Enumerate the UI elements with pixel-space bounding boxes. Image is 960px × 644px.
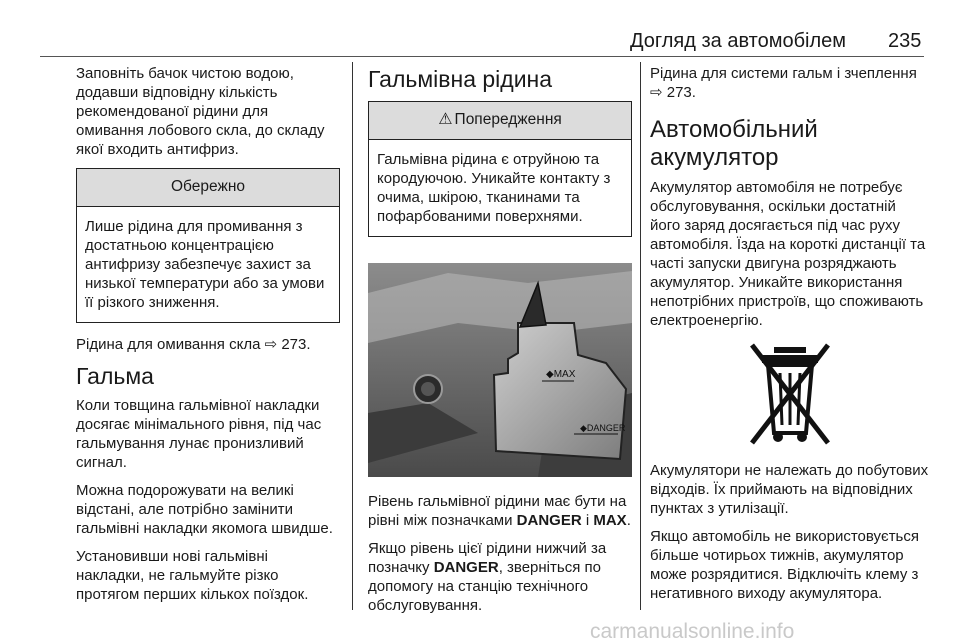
battery-paragraph-3: Якщо автомобіль не використовується більше чотирьох тижнів, акумулятор може розрядитися. Відключіть клему з негативного виходу акумулятора. [650, 528, 919, 602]
danger-term: DANGER [516, 512, 582, 529]
washer-fill-paragraph: Заповніть бачок чистою водою, додавши відповідну кількість рекомендованої рідини для омивання лобового скла, до складу якої входить антифриз. [76, 65, 325, 158]
danger-term-2: DANGER [433, 559, 499, 576]
level-and: і [581, 512, 594, 529]
level-text: Рівень гальмівної рідини має бути на рівні між позначками [368, 493, 627, 529]
brake-fluid-low-paragraph [368, 539, 632, 615]
middle-column [368, 64, 632, 624]
warning-box [368, 101, 632, 237]
battery-heading: Автомобільний акумулятор [650, 116, 818, 171]
max-mark-label: ◆MAX [546, 369, 576, 380]
brakes-paragraph-3: Установивши нові гальмівні накладки, не гальмуйте різко протягом перших кількох поїздок. [76, 548, 309, 603]
column-divider-2 [640, 62, 641, 610]
level-end: . [626, 512, 631, 529]
battery-paragraph-2: Акумулятори не належать до побутових відходів. Їх приймають на відповідних пунктах з утилізації. [650, 462, 929, 517]
warning-text: Гальмівна рідина є отруйною та кородуючою. Уникайте контакту з очима, шкірою, тканинами та пофарбованими поверхнями. [377, 151, 611, 225]
brakes-paragraph-2: Можна подорожувати на великі відстані, але потрібно замінити гальмівні накладки якомога швидше. [76, 482, 333, 537]
brake-clutch-fluid-reference: Рідина для системи гальм і зчеплення ⇨ 273. [650, 65, 917, 101]
caution-box [76, 168, 340, 323]
page-number: 235 [888, 30, 922, 52]
low-text-2: , зверніться по допомогу на станцію технічного обслуговування. [368, 559, 601, 614]
max-term: MAX [593, 512, 627, 529]
brakes-heading: Гальма [76, 363, 154, 389]
caution-text: Лише рідина для промивання з достатньою концентрацією антифризу забезпечує захист за низької температури або за умови її різкого зниження. [85, 218, 325, 311]
warning-title: Попередження [454, 111, 562, 128]
watermark-text: carmanualsonline.info [590, 620, 795, 643]
brake-fluid-reservoir-photo [368, 263, 632, 477]
brake-fluid-heading: Гальмівна рідина [368, 66, 553, 92]
brakes-paragraph-1: Коли товщина гальмівної накладки досягає мінімального рівня, під час гальмування лунає пронизливий сигнал. [76, 397, 322, 471]
crossed-out-bin-icon [744, 339, 836, 449]
column-divider-1 [352, 62, 353, 610]
brake-fluid-level-paragraph [368, 492, 632, 530]
danger-mark-label: ◆DANGER [580, 423, 626, 433]
right-column [650, 64, 930, 612]
warning-title-row [369, 102, 631, 140]
reservoir-cap-center [421, 382, 435, 396]
header-rule [40, 56, 924, 57]
warning-triangle-icon: ⚠ [438, 111, 453, 128]
left-column [76, 64, 340, 613]
washer-fluid-reference: Рідина для омивання скла ⇨ 273. [76, 336, 311, 353]
battery-paragraph-1: Акумулятор автомобіля не потребує обслуговування, оскільки достатній його заряд досягається під час руху автомобіля. Їзда на короткі дистанції та часті запуски двигуна розряджають акумулятор. Уникайте використання непотрібних пристроїв, що споживають електроенергію. [650, 179, 926, 329]
page-header-title: Догляд за автомобілем [630, 30, 847, 52]
caution-title: Обережно [77, 169, 339, 207]
low-text-1: Якщо рівень цієї рідини нижчий за позначку [368, 540, 607, 576]
